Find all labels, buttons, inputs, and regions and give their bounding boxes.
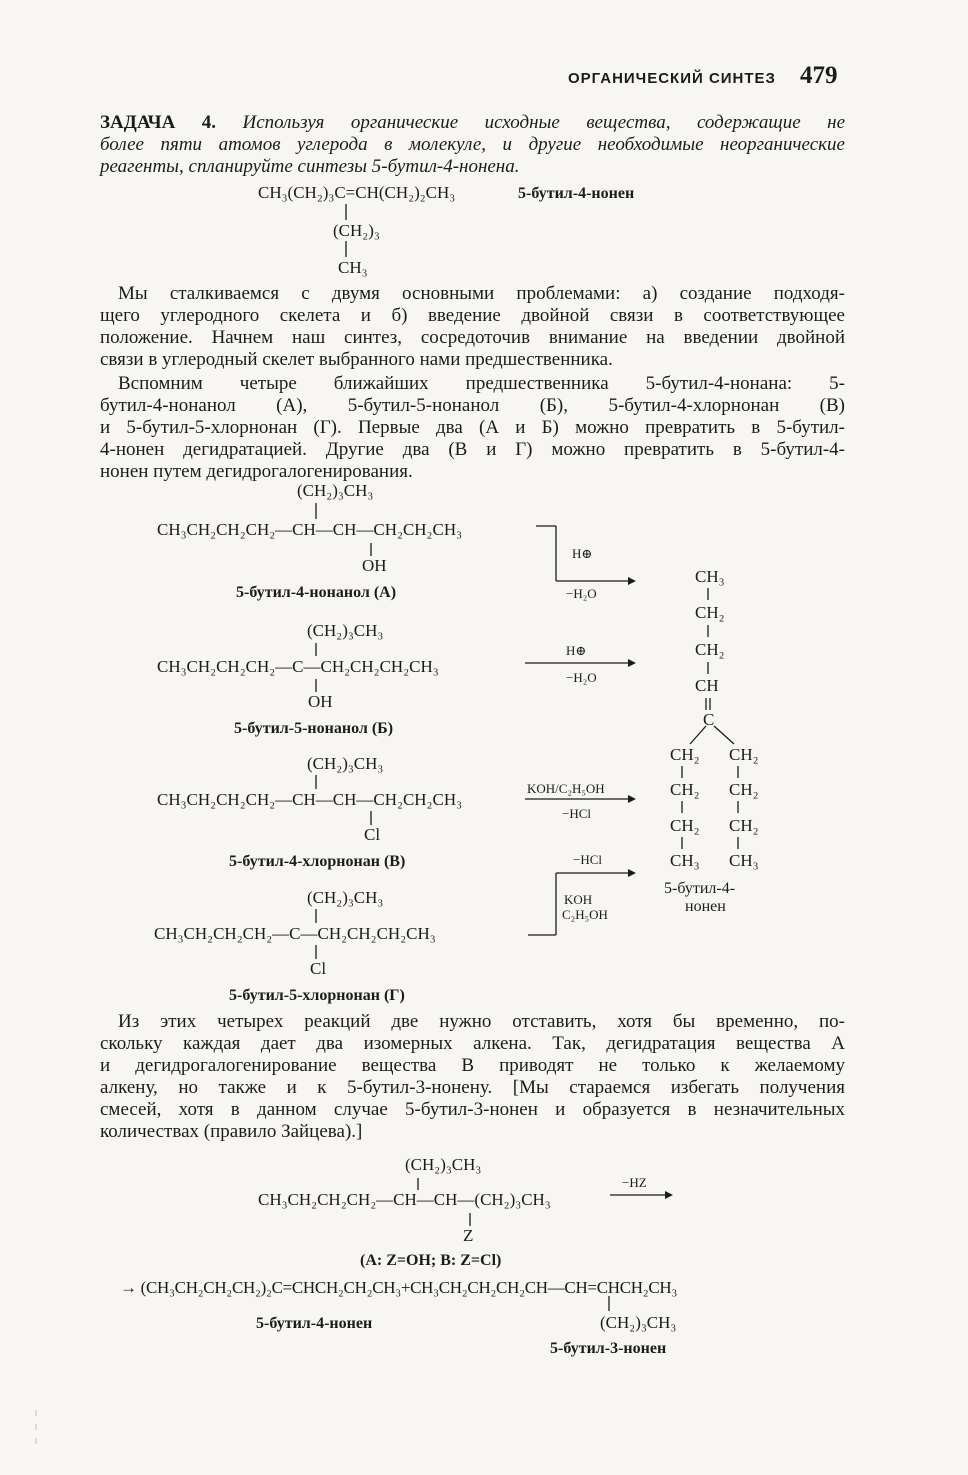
compound-c-formula: CH₃CH₂CH₂CH₂—CH—CH—CH₂CH₂CH₃ [157,790,463,809]
paragraph-3 [100,1011,845,1143]
para2-line: Вспомним четыре ближайших предшественника 5-бутил-4-нонана: 5- [118,373,845,394]
target-branch-2: CH₃ [338,258,368,277]
task-label: ЗАДАЧА 4. [100,112,217,133]
product-name-1: 5-бутил-4- [664,880,736,897]
page-number: 479 [800,62,838,89]
para1-line: Мы сталкиваемся с двумя основными проблемами: а) создание подходя- [118,283,845,304]
para3-line: смесей, хотя в данном случае 5-бутил-3-нонен и образуется в незначительных [100,1099,845,1120]
scheme2-branch: (CH₂)₃CH₃ [405,1155,482,1174]
product-right-3: CH₂ [729,816,759,835]
compound-a-branch: (CH₂)₃CH₃ [297,481,374,500]
reagent-c-top: KOH/C₂H₅OH [527,781,605,796]
reagent-a-bottom: −H₂O [566,586,597,601]
scheme2-condition: (A: Z=OH; B: Z=Cl) [360,1252,502,1269]
compound-a-substituent: OH [362,556,387,575]
reagent-b-bottom: −H₂O [566,670,597,685]
task-line-2: более пяти атомов углерода в молекуле, и другие необходимые неорганические [100,134,845,155]
product-name-2: нонен [685,898,726,915]
scheme2-substituent: Z [463,1226,474,1245]
scheme2-product2-branch: (CH₂)₃CH₃ [600,1313,677,1332]
product-center-carbon: C [703,710,715,729]
compound-c-name: 5-бутил-4-хлорнонан (В) [229,853,406,870]
para2-line: 4-нонен дегидратацией. Другие два (В и Г) можно превратить в 5-бутил-4- [100,439,845,460]
scheme2-products: → (CH₃CH₂CH₂CH₂)₂C=CHCH₂CH₂CH₃+CH₃CH₂CH₂CH₂CH—CH=CHCH₂CH₃ [120,1278,678,1297]
compound-b-name: 5-бутил-5-нонанол (Б) [234,720,394,737]
task-line-3: реагенты, спланируйте синтезы 5-бутил-4-нонена. [100,156,520,177]
para3-line: Из этих четырех реакций две нужно отставить, хотя бы временно, по- [118,1011,845,1032]
para1-line: щего углеродного скелета и б) введение двойной связи в соответствующее [100,305,845,326]
compound-b-substituent: OH [308,692,333,711]
scheme2-reagent: −HZ [622,1175,647,1190]
product-chain-3: CH₂ [695,640,725,659]
product-chain-1: CH₃ [695,567,725,586]
running-header: ОРГАНИЧЕСКИЙ СИНТЕЗ [568,70,776,87]
para3-line: скольку каждая дает два изомерных алкена. Так, дегидратация вещества А [100,1033,845,1054]
para3-line: и дегидрогалогенирование вещества В приводят не только к желаемому [100,1055,845,1076]
para1-line: положение. Начнем наш синтез, сосредоточив внимание на введении двойной [100,327,845,348]
reagent-d-bottom-2: C₂H₅OH [562,907,608,922]
reagent-a-top: H⊕ [572,546,593,561]
task-text-1: Используя органические исходные вещества, содержащие не [242,112,846,133]
scheme2-product1-name: 5-бутил-4-нонен [256,1315,373,1332]
product-left-2: CH₂ [670,780,700,799]
product-chain-4: CH [695,676,719,695]
para2-line: и 5-бутил-5-хлорнонан (Г). Первые два (А и Б) можно превратить в 5-бутил- [100,417,845,438]
para2-line: бутил-4-нонанол (А), 5-бутил-5-нонанол (Б), 5-бутил-4-хлорнонан (В) [100,395,845,416]
reagent-d-top: −HCl [573,852,603,867]
compound-b-formula: CH₃CH₂CH₂CH₂—C—CH₂CH₂CH₂CH₃ [157,657,439,676]
compound-c-substituent: Cl [364,825,381,844]
para2-line: нонен путем дегидрогалогенирования. [100,461,413,482]
reagent-d-bottom-1: KOH [564,892,593,907]
product-left-3: CH₂ [670,816,700,835]
compound-a-formula: CH₃CH₂CH₂CH₂—CH—CH—CH₂CH₂CH₃ [157,520,463,539]
para3-line: алкену, но также и к 5-бутил-3-нонену. [Мы стараемся избегать получения [100,1077,845,1098]
para1-line: связи в углеродный скелет выбранного нами предшественника. [100,349,613,370]
reagent-b-top: H⊕ [566,643,587,658]
compound-c-branch: (CH₂)₃CH₃ [307,754,384,773]
compound-d-formula: CH₃CH₂CH₂CH₂—C—CH₂CH₂CH₂CH₃ [154,924,436,943]
product-chain-2: CH₂ [695,603,725,622]
compound-d-branch: (CH₂)₃CH₃ [307,888,384,907]
target-formula-name: 5-бутил-4-нонен [518,185,635,202]
target-branch-1: (CH₂)₃ [333,221,380,240]
compound-d-substituent: Cl [310,959,327,978]
compound-b-branch: (CH₂)₃CH₃ [307,621,384,640]
para3-line: количествах (правило Зайцева).] [100,1121,363,1142]
product-left-4: CH₃ [670,851,700,870]
scheme2-formula: CH₃CH₂CH₂CH₂—CH—CH—(CH₂)₃CH₃ [258,1190,551,1209]
reagent-c-bottom: −HCl [562,806,592,821]
product-right-1: CH₂ [729,745,759,764]
compound-d-name: 5-бутил-5-хлорнонан (Г) [229,987,405,1004]
compound-a-name: 5-бутил-4-нонанол (А) [236,584,397,601]
product-right-4: CH₃ [729,851,759,870]
product-left-1: CH₂ [670,745,700,764]
target-formula: CH₃(CH₂)₃C=CH(CH₂)₂CH₃ [258,183,456,202]
product-right-2: CH₂ [729,780,759,799]
scheme2-product2-name: 5-бутил-3-нонен [550,1340,667,1357]
scan-marks [34,1410,40,1450]
